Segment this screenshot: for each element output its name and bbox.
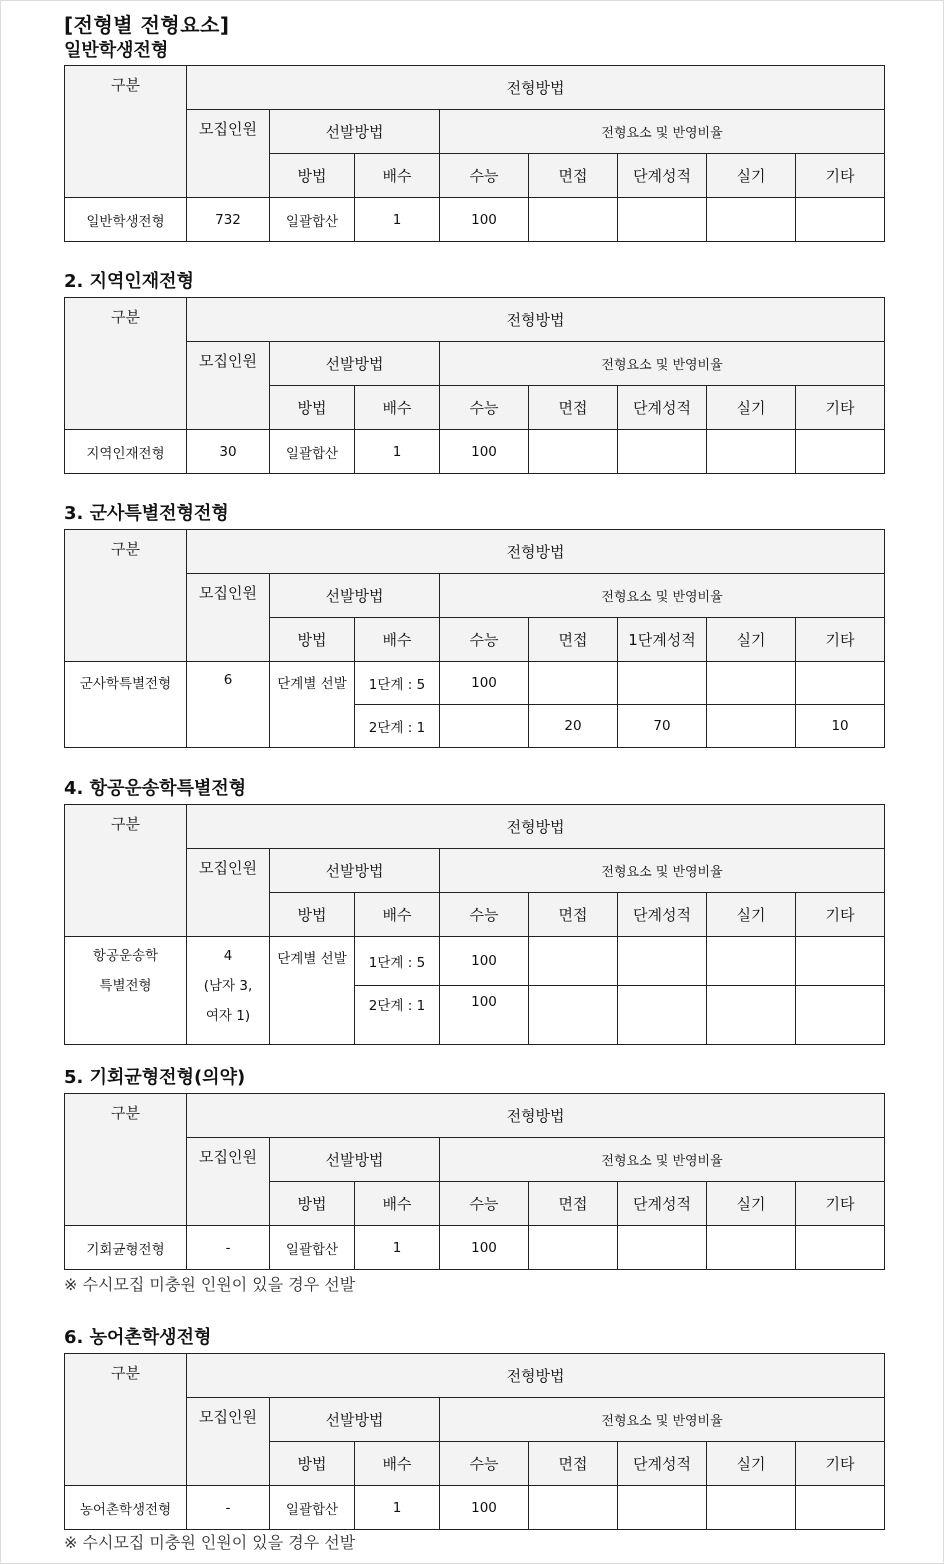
cell-way: 단계별 선발 [270, 937, 355, 1045]
header-practical: 실기 [707, 893, 796, 937]
cell-suneung: 100 [440, 1486, 529, 1530]
header-elements: 전형요소 및 반영비율 [440, 1138, 885, 1182]
header-elements: 전형요소 및 반영비율 [440, 849, 885, 893]
cell-other: 10 [796, 705, 885, 748]
header-method: 전형방법 [187, 1354, 885, 1398]
header-suneung: 수능 [440, 1182, 529, 1226]
cell-multiple: 1 [355, 430, 440, 474]
cell-other [796, 662, 885, 705]
cell-stage: 70 [618, 705, 707, 748]
header-method: 전형방법 [187, 66, 885, 110]
header-selection: 선발방법 [270, 342, 440, 386]
header-practical: 실기 [707, 618, 796, 662]
header-selection: 선발방법 [270, 574, 440, 618]
header-way: 방법 [270, 618, 355, 662]
cell-other [796, 198, 885, 242]
header-interview: 면접 [529, 893, 618, 937]
cell-way: 단계별 선발 [270, 662, 355, 748]
header-gubun: 구분 [65, 530, 187, 662]
table-row [65, 1226, 885, 1270]
header-practical: 실기 [707, 386, 796, 430]
header-quota: 모집인원 [187, 342, 270, 430]
table-general [64, 65, 885, 242]
cell-stage [618, 430, 707, 474]
header-other: 기타 [796, 154, 885, 198]
cell-practical [707, 705, 796, 748]
section-title-opportunity: 5. 기회균형전형(의약) [64, 1067, 246, 1088]
cell-quota [187, 937, 270, 1045]
header-method: 전형방법 [187, 298, 885, 342]
cell-other [796, 986, 885, 1045]
header-quota: 모집인원 [187, 1398, 270, 1486]
table-aviation [64, 804, 885, 1045]
header-gubun: 구분 [65, 805, 187, 937]
cell-multiple: 1단계 : 5 [355, 662, 440, 705]
cell-multiple: 1 [355, 198, 440, 242]
cell-way: 일괄합산 [270, 1486, 355, 1530]
cell-name: 지역인재전형 [65, 430, 187, 474]
header-multiple: 배수 [355, 1442, 440, 1486]
header-stage: 단계성적 [618, 154, 707, 198]
cell-interview [529, 662, 618, 705]
cell-multiple: 2단계 : 1 [355, 705, 440, 748]
header-way: 방법 [270, 386, 355, 430]
cell-suneung: 100 [440, 1226, 529, 1270]
header-gubun: 구분 [65, 1354, 187, 1486]
cell-suneung: 100 [440, 937, 529, 986]
cell-interview [529, 430, 618, 474]
header-stage: 단계성적 [618, 1442, 707, 1486]
header-stage: 단계성적 [618, 386, 707, 430]
page-title: [전형별 전형요소] [64, 13, 230, 37]
cell-other [796, 1226, 885, 1270]
cell-way: 일괄합산 [270, 1226, 355, 1270]
header-interview: 면접 [529, 386, 618, 430]
cell-quota: 30 [187, 430, 270, 474]
cell-practical [707, 1486, 796, 1530]
header-multiple: 배수 [355, 154, 440, 198]
header-suneung: 수능 [440, 154, 529, 198]
note-rural: ※ 수시모집 미충원 인원이 있을 경우 선발 [64, 1533, 356, 1552]
header-way: 방법 [270, 1442, 355, 1486]
cell-practical [707, 198, 796, 242]
section-title-general: 일반학생전형 [64, 40, 169, 61]
header-interview: 면접 [529, 1442, 618, 1486]
table-rural [64, 1353, 885, 1530]
table-row [65, 1486, 885, 1530]
cell-practical [707, 662, 796, 705]
cell-name-line2: 특별전형 [99, 978, 152, 994]
header-way: 방법 [270, 1182, 355, 1226]
section-title-aviation: 4. 항공운송학특별전형 [64, 778, 247, 799]
table-row [65, 937, 885, 986]
header-quota: 모집인원 [187, 110, 270, 198]
header-method: 전형방법 [187, 1094, 885, 1138]
note-opportunity: ※ 수시모집 미충원 인원이 있을 경우 선발 [64, 1275, 356, 1294]
header-selection: 선발방법 [270, 849, 440, 893]
cell-name: 일반학생전형 [65, 198, 187, 242]
header-selection: 선발방법 [270, 1138, 440, 1182]
header-practical: 실기 [707, 154, 796, 198]
header-practical: 실기 [707, 1182, 796, 1226]
cell-interview [529, 198, 618, 242]
cell-quota: 6 [187, 662, 270, 748]
header-other: 기타 [796, 386, 885, 430]
header-stage: 단계성적 [618, 893, 707, 937]
cell-stage [618, 1226, 707, 1270]
cell-suneung: 100 [440, 198, 529, 242]
cell-quota-line1: 4 [223, 948, 233, 964]
header-multiple: 배수 [355, 618, 440, 662]
header-other: 기타 [796, 1182, 885, 1226]
cell-stage [618, 937, 707, 986]
header-multiple: 배수 [355, 893, 440, 937]
header-other: 기타 [796, 893, 885, 937]
cell-practical [707, 430, 796, 474]
table-row [65, 430, 885, 474]
table-opportunity [64, 1093, 885, 1270]
header-suneung: 수능 [440, 1442, 529, 1486]
header-elements: 전형요소 및 반영비율 [440, 1398, 885, 1442]
header-suneung: 수능 [440, 618, 529, 662]
header-method: 전형방법 [187, 530, 885, 574]
header-way: 방법 [270, 893, 355, 937]
section-title-regional: 2. 지역인재전형 [64, 271, 194, 292]
cell-interview [529, 986, 618, 1045]
cell-suneung: 100 [440, 430, 529, 474]
cell-multiple: 1단계 : 5 [355, 937, 440, 986]
header-practical: 실기 [707, 1442, 796, 1486]
cell-practical [707, 1226, 796, 1270]
header-interview: 면접 [529, 154, 618, 198]
header-elements: 전형요소 및 반영비율 [440, 342, 885, 386]
section-title-rural: 6. 농어촌학생전형 [64, 1327, 212, 1348]
cell-name [65, 937, 187, 1045]
header-elements: 전형요소 및 반영비율 [440, 574, 885, 618]
cell-stage [618, 986, 707, 1045]
header-gubun: 구분 [65, 298, 187, 430]
cell-stage [618, 662, 707, 705]
header-suneung: 수능 [440, 893, 529, 937]
header-method: 전형방법 [187, 805, 885, 849]
cell-interview: 20 [529, 705, 618, 748]
header-multiple: 배수 [355, 1182, 440, 1226]
header-multiple: 배수 [355, 386, 440, 430]
header-gubun: 구분 [65, 66, 187, 198]
cell-suneung [440, 705, 529, 748]
header-quota: 모집인원 [187, 1138, 270, 1226]
cell-quota: - [187, 1226, 270, 1270]
header-stage1: 1단계성적 [618, 618, 707, 662]
cell-multiple: 2단계 : 1 [355, 986, 440, 1045]
header-quota: 모집인원 [187, 849, 270, 937]
cell-quota-line3: 여자 1) [205, 1008, 251, 1024]
cell-other [796, 1486, 885, 1530]
cell-name: 농어촌학생전형 [65, 1486, 187, 1530]
header-gubun: 구분 [65, 1094, 187, 1226]
cell-stage [618, 198, 707, 242]
header-interview: 면접 [529, 618, 618, 662]
section-title-military: 3. 군사특별전형전형 [64, 503, 229, 524]
cell-name: 군사학특별전형 [65, 662, 187, 748]
table-row [65, 198, 885, 242]
cell-stage [618, 1486, 707, 1530]
cell-way: 일괄합산 [270, 430, 355, 474]
header-other: 기타 [796, 618, 885, 662]
header-other: 기타 [796, 1442, 885, 1486]
cell-name: 기회균형전형 [65, 1226, 187, 1270]
header-way: 방법 [270, 154, 355, 198]
cell-quota: - [187, 1486, 270, 1530]
cell-interview [529, 1226, 618, 1270]
header-elements: 전형요소 및 반영비율 [440, 110, 885, 154]
cell-interview [529, 937, 618, 986]
header-selection: 선발방법 [270, 1398, 440, 1442]
cell-name-line1: 항공운송학 [92, 948, 159, 964]
table-military [64, 529, 885, 748]
cell-way: 일괄합산 [270, 198, 355, 242]
table-regional [64, 297, 885, 474]
cell-quota: 732 [187, 198, 270, 242]
header-interview: 면접 [529, 1182, 618, 1226]
cell-suneung: 100 [440, 662, 529, 705]
cell-other [796, 430, 885, 474]
cell-suneung: 100 [440, 986, 529, 1045]
cell-multiple: 1 [355, 1226, 440, 1270]
cell-interview [529, 1486, 618, 1530]
header-quota: 모집인원 [187, 574, 270, 662]
header-selection: 선발방법 [270, 110, 440, 154]
cell-quota-line2: (남자 3, [203, 978, 253, 994]
cell-practical [707, 986, 796, 1045]
header-suneung: 수능 [440, 386, 529, 430]
header-stage: 단계성적 [618, 1182, 707, 1226]
cell-practical [707, 937, 796, 986]
cell-multiple: 1 [355, 1486, 440, 1530]
table-row [65, 662, 885, 705]
cell-other [796, 937, 885, 986]
